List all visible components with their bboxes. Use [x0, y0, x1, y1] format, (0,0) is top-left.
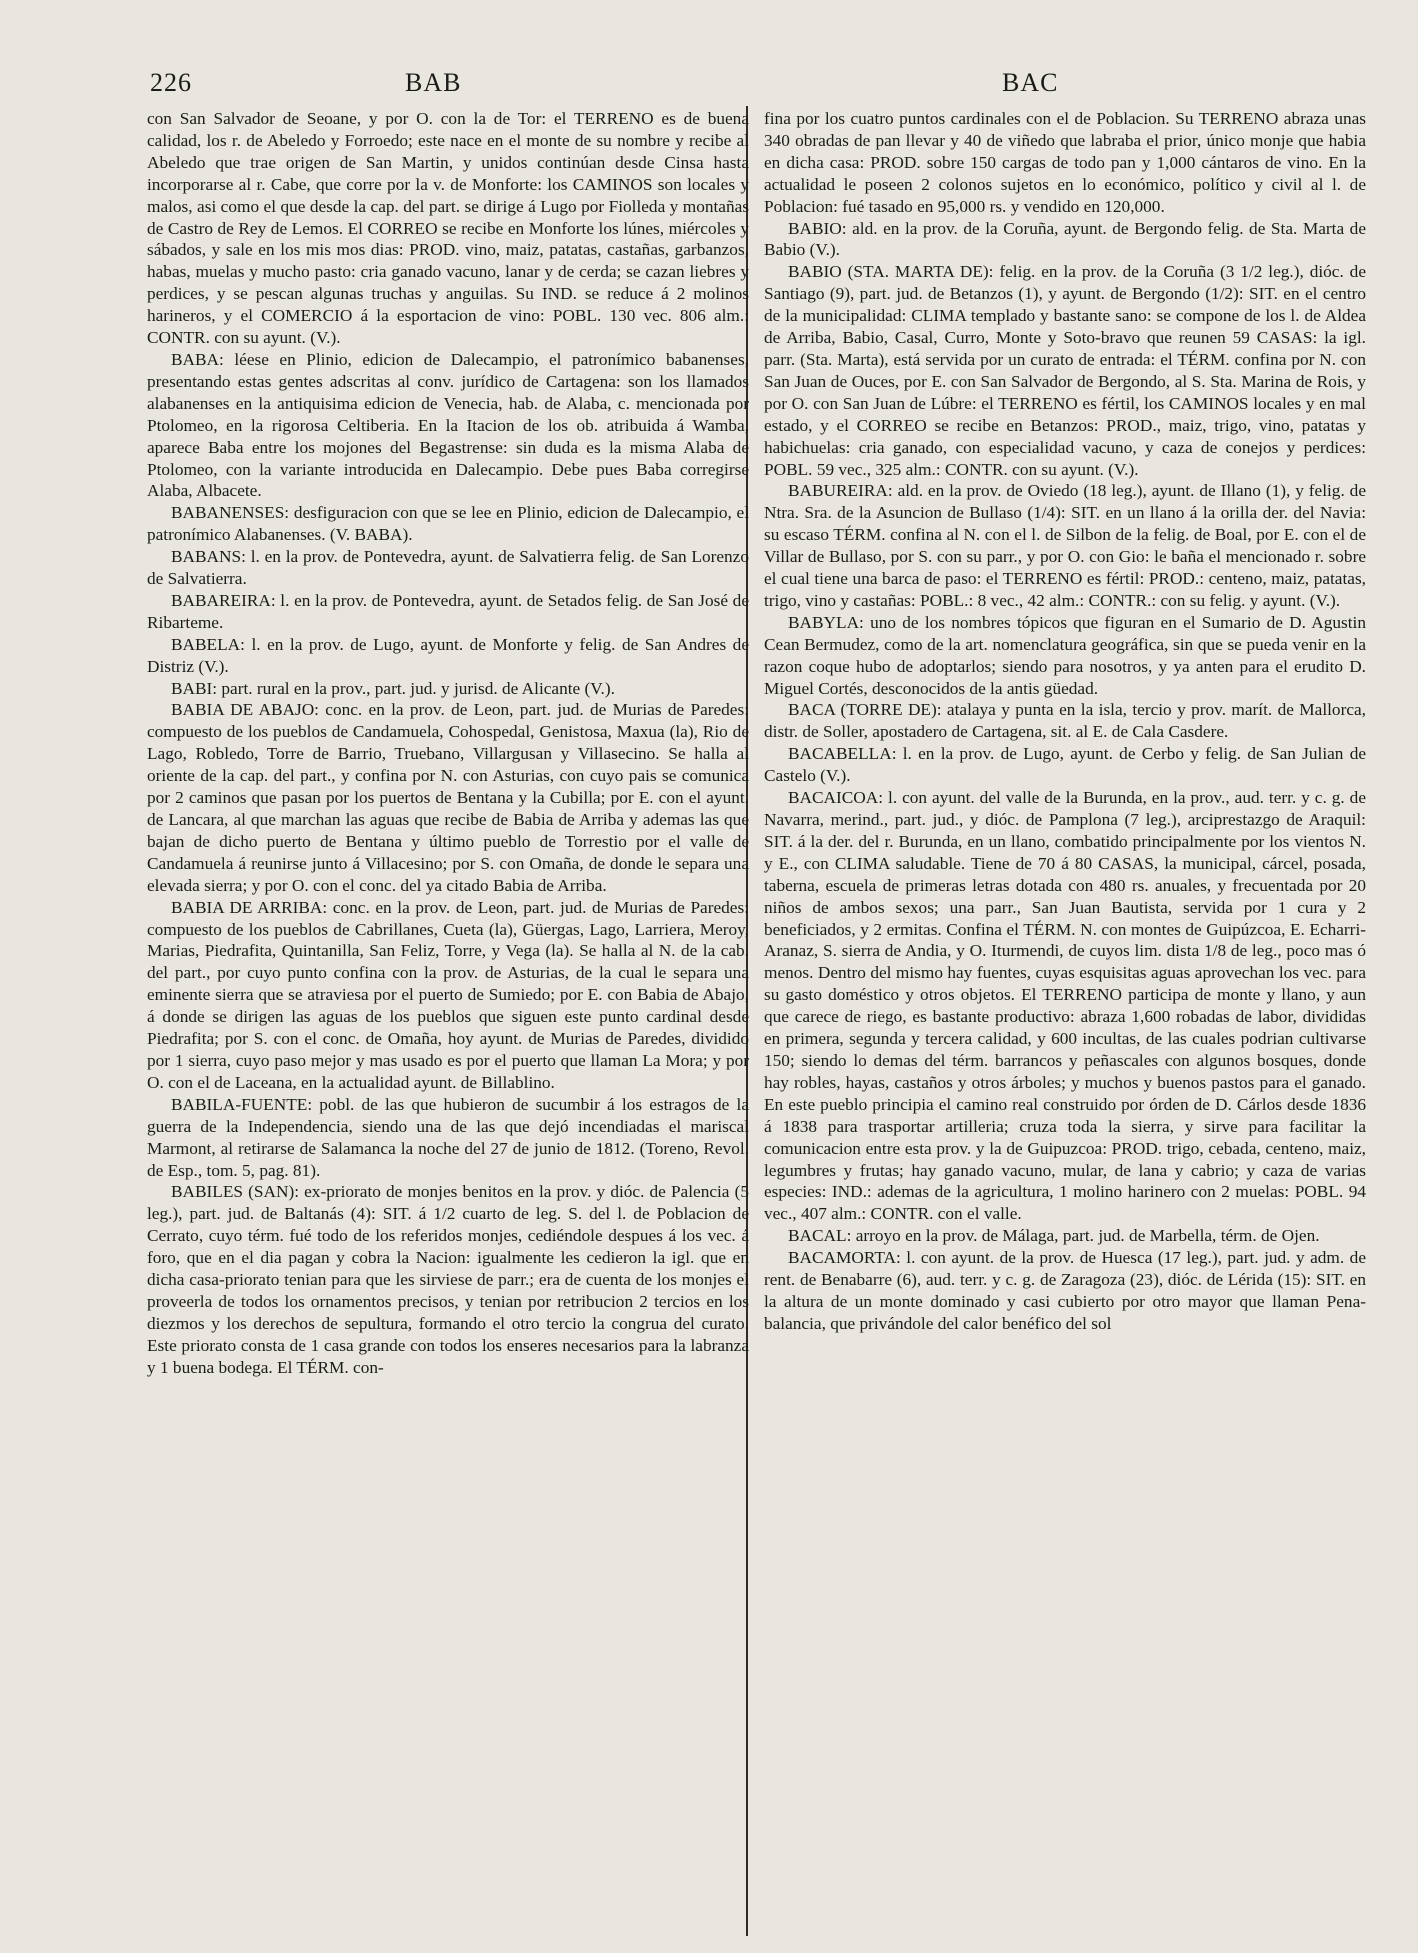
entry-continuation: fina por los cuatro puntos cardinales con el de Poblacion. Su TERRENO abraza unas 340 obradas de pan llevar y 40 de viñedo que labraba el prior, único monje que habia en dicha casa: PROD. sobre 150 cargas de todo pan y 1,000 cántaros de vino. En la actualidad le poseen 2 colonos sujetos en lo económico, político y civil al l. de Poblacion: fué tasado en 95,000 rs. y vendido en 120,000. [764, 109, 1366, 216]
entry-bacamorta: BACAMORTA: l. con ayunt. de la prov. de Huesca (17 leg.), part. jud. y adm. de rent. de Benabarre (6), aud. terr. y c. g. de Zaragoza (23), dióc. de Lérida (15): SIT. en la altura de un monte dominado y casi cubierto por otro mayor que llaman Pena-balancia, que privándole del calor benéfico del sol [764, 1248, 1366, 1333]
left-column [147, 108, 749, 1938]
entry-babanenses: BABANENSES: desfiguracion con que se lee en Plinio, edicion de Dalecampio, el patronímico Alabanenses. (V. BABA). [147, 503, 749, 545]
entry-baba: BABA: léese en Plinio, edicion de Dalecampio, el patronímico babanenses, presentando estas gentes adscritas al conv. jurídico de Cartagena: son los llamados alabanenses en la antiquisima edicion de Venecia, hab. de Alaba, c. mencionada por Ptolomeo, en la rigorosa Celtiberia. En la Itacion de los ob. atribuida á Wamba, aparece Baba entre los mojones del Begastrense: sin duda es la misma Alaba de Ptolomeo, con la variante introducida en Dalecampio. Debe pues Baba corregirse Alaba, Albacete. [147, 349, 749, 501]
right-column [764, 108, 1366, 1938]
page-number: 226 [150, 68, 192, 97]
guide-word-right: BAC [1002, 68, 1059, 97]
entry-babareira: BABAREIRA: l. en la prov. de Pontevedra, ayunt. de Setados felig. de San José de Ribarteme. [147, 590, 749, 632]
entry-babureira: BABUREIRA: ald. en la prov. de Oviedo (18 leg.), ayunt. de Illano (1), y felig. de Ntra. Sra. de la Asuncion de Bullaso (1/4): SIT. en un llano á la orilla der. del Navia: su escaso TÉRM. confina al N. con el l. de Silbon de la felig. de Boal, por E. con el de Villar de Bullaso, por S. con su parr., y por O. con Gio: le baña el mencionado r. sobre el cual tiene una barca de paso: el TERRENO es fértil: PROD.: centeno, maiz, patatas, trigo, vino y castañas: POBL.: 8 vec., 42 alm.: CONTR.: con su felig. y ayunt. (V.). [764, 481, 1366, 610]
entry-babio: BABIO: ald. en la prov. de la Coruña, ayunt. de Bergondo felig. de Sta. Marta de Babio (V.). [764, 218, 1366, 260]
entry-babela: BABELA: l. en la prov. de Lugo, ayunt. de Monforte y felig. de San Andres de Distriz (V.). [147, 634, 749, 676]
entry-babans: BABANS: l. en la prov. de Pontevedra, ayunt. de Salvatierra felig. de San Lorenzo de Salvatierra. [147, 547, 749, 589]
running-header [150, 68, 1370, 108]
entry-babiles: BABILES (SAN): ex-priorato de monjes benitos en la prov. y dióc. de Palencia (5 leg.), part. jud. de Baltanás (4): SIT. á 1/2 cuarto de leg. S. del l. de Poblacion de Cerrato, cuyo térm. fué todo de los referidos monjes, cediéndole despues á los vec. á foro, que en el dia pagan y cobra la Nacion: igualmente les cedieron la igl. que en dicha casa-priorato tenian para que les sirviese de parr.; era de cuenta de los monjes el proveerla de todos los ornamentos precisos, y tenian por retribucion 2 tercios en los diezmos y los derechos de sepultura, formando el otro tercio la congrua del curato. Este priorato consta de 1 casa grande con todos los enseres necesarios para la labranza y 1 buena bodega. El TÉRM. con- [147, 1182, 749, 1377]
entry-continuation: con San Salvador de Seoane, y por O. con la de Tor: el TERRENO es de buena calidad, los r. de Abeledo y Forroedo; este nace en el monte de su nombre y recibe al Abeledo que trae origen de San Martin, y unidos continúan desde Cinsa hasta incorporarse al r. Cabe, que corre por la v. de Monforte: los CAMINOS son locales y malos, asi como el que desde la cap. del part. se dirige á Lugo por Fiolleda y montañas de Castro de Rey de Lemos. El CORREO se recibe en Monforte los lúnes, miércoles y sábados, y sale en los mis mos dias: PROD. vino, maiz, patatas, castañas, garbanzos, habas, muelas y mucho pasto: cria ganado vacuno, lanar y de cerda; se cazan liebres y perdices, y se pescan algunas truchas y anguilas. Su IND. se reduce á 2 molinos harineros, y el COMERCIO á la esportacion de vino: POBL. 130 vec. 806 alm.: CONTR. con su ayunt. (V.). [147, 109, 749, 348]
entry-babi: BABI: part. rural en la prov., part. jud. y jurisd. de Alicante (V.). [171, 678, 615, 698]
entry-bacal: BACAL: arroyo en la prov. de Málaga, part. jud. de Marbella, térm. de Ojen. [788, 1226, 1320, 1246]
entry-babyla: BABYLA: uno de los nombres tópicos que figuran en el Sumario de D. Agustin Cean Bermudez, como de la art. nomenclatura geográfica, sin que se pueda venir en la razon coque hubo de adoptarlos; siendo para nosotros, y ya anten para el erudito D. Miguel Cortés, desconocidos de la antis güedad. [764, 612, 1366, 698]
entry-bacaicoa: BACAICOA: l. con ayunt. del valle de la Burunda, en la prov., aud. terr. y c. g. de Navarra, merind., part. jud., y dióc. de Pamplona (7 leg.), arciprestazgo de Araquil: SIT. á la der. del r. Burunda, en un llano, combatido principalmente por los vientos N. y E., con CLIMA saludable. Tiene de 70 á 80 CASAS, la municipal, cárcel, posada, taberna, escuela de primeras letras dotada con 480 rs. anuales, y frecuentada por 20 niños de ambos sexos; una parr., San Juan Bautista, servida por 1 cura y 2 beneficiados, y 2 ermitas. Confina el TÉRM. N. con montes de Guipúzcoa, E. Echarri-Aranaz, S. sierra de Andia, y O. Iturmendi, de cuyos lim. dista 1/8 de leg., poco mas ó menos. Dentro del mismo hay fuentes, cuyas esquisitas aguas aprovechan los vec. para su gasto doméstico y otros objetos. El TERRENO participa de monte y llano, y aun que carece de riego, es bastante productivo: abraza 1,600 robadas de labor, divididas en primera, segunda y tercera calidad, y 600 incultas, de las cuales podrian cultivarse 150; siendo lo demas del térm. barrancos y peñascales con algunos bosques, donde hay robles, hayas, castaños y otros árboles; y muchos y buenos pastos para el ganado. En este pueblo principia el camino real construido por órden de D. Cárlos desde 1836 á 1838 para trasportar artilleria; cruza toda la sierra, y sirve para facilitar la comunicacion entre esta prov. y la de Guipuzcoa: PROD. trigo, cebada, centeno, maiz, legumbres y frutas; hay ganado vacuno, mular, de lana y cabrio; y caza de varias especies: IND.: ademas de la agricultura, 1 molino harinero con 2 muelas: POBL. 94 vec., 407 alm.: CONTR. con el valle. [764, 788, 1366, 1224]
entry-baca: BACA (TORRE DE): atalaya y punta en la isla, tercio y prov. marít. de Mallorca, distr. de Soller, apostadero de Cartagena, sit. al E. de Cala Casdere. [764, 700, 1366, 742]
entry-babio-sta-marta: BABIO (STA. MARTA DE): felig. en la prov. de la Coruña (3 1/2 leg.), dióc. de Santiago (9), part. jud. de Betanzos (1), y ayunt. de Bergondo (1/2): SIT. en el centro de la municipalidad: CLIMA templado y bastante sano: se compone de los l. de Aldea de Arriba, Babio, Casal, Curro, Monte y Soto-bravo que reunen 59 CASAS: la igl. parr. (Sta. Marta), está servida por un curato de entrada: el TÉRM. confina por N. con San Juan de Ouces, por E. con San Salvador de Bergondo, al S. Sta. Marina de Rois, y por O. con San Juan de Lúbre: el TERRENO es fértil, los CAMINOS locales y en mal estado, y el CORREO se recibe en Betanzos: PROD., maiz, trigo, vino, patatas y habichuelas: cria ganado, con especialidad vacuno, y caza de conejos y perdices: POBL. 59 vec., 325 alm.: CONTR. con su ayunt. (V.). [764, 262, 1366, 479]
entry-babia-de-arriba: BABIA DE ARRIBA: conc. en la prov. de Leon, part. jud. de Murias de Paredes: compuesto de los pueblos de Cabrillanes, Cueta (la), Güergas, Lago, Larriera, Meroy, Marias, Piedrafita, Quintanilla, San Feliz, Torre, y Vega (la). Se halla al N. de la cab. del part., por cuyo punto confina con la prov. de Asturias, de la cual le separa una eminente sierra que se atraviesa por el puerto de Sumiedo; por E. con Babia de Abajo, á donde se dirigen las aguas de los pueblos que siguen este punto cardinal desde Piedrafita; por S. con el conc. de Omaña, hoy ayunt. de Murias de Paredes, dividido por 1 sierra, cuyo paso mejor y mas usado es por el puerto que llaman La Mora; y por O. con el de Laceana, en la actualidad ayunt. de Billablino. [147, 897, 749, 1092]
entry-babila-fuente: BABILA-FUENTE: pobl. de las que hubieron de sucumbir á los estragos de la guerra de la Independencia, siendo una de las que dejó incendiadas el mariscal Marmont, al retirarse de Salamanca la noche del 27 de junio de 1812. (Toreno, Revol. de Esp., tom. 5, pag. 81). [147, 1094, 749, 1180]
entry-bacabella: BACABELLA: l. en la prov. de Lugo, ayunt. de Cerbo y felig. de San Julian de Castelo (V.). [764, 744, 1366, 786]
entry-babia-de-abajo: BABIA DE ABAJO: conc. en la prov. de Leon, part. jud. de Murias de Paredes: compuesto de los pueblos de Candamuela, Cohospedal, Genistosa, Maxua (la), Rio de Lago, Robledo, Torre de Barrio, Truebano, Villargusan y Villasecino. Se halla al oriente de la cap. del part., y confina por N. con Asturias, con cuyo pais se comunica por 2 caminos que pasan por los puertos de Bentana y la Cubilla; por E. con el ayunt. de Lancara, al que marchan las aguas que recibe de Babia de Arriba y ademas las que bajan de dicho puerto de Bentana y último pueblo de Torrestio por el valle de Candamuela á reunirse junto á Villacesino; por S. con Omaña, de donde le separa una elevada sierra; y por O. con el conc. del ya citado Babia de Arriba. [147, 700, 749, 895]
guide-word-left: BAB [405, 68, 462, 97]
